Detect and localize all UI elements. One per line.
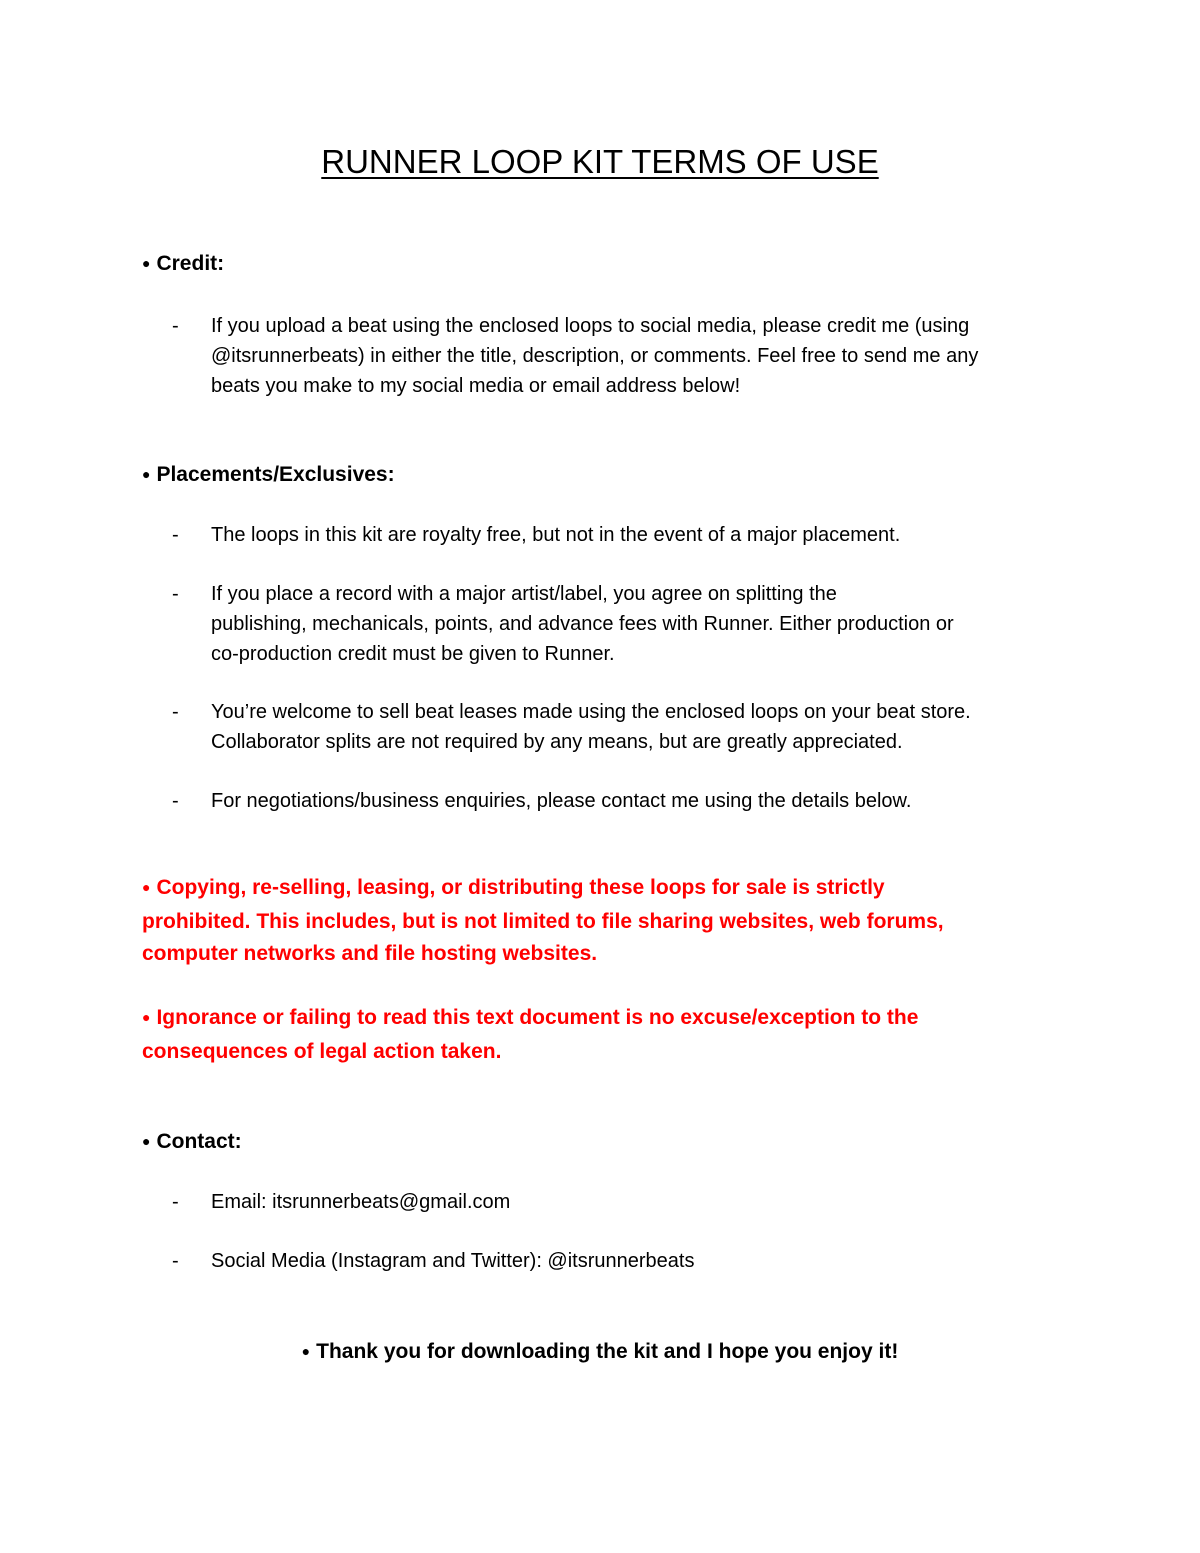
text-line: ● Copying, re-selling, leasing, or distributing these loops for sale is strictly: [142, 876, 885, 899]
dash-marker: -: [172, 1191, 179, 1213]
list-item-text: [211, 697, 971, 757]
text-line: publishing, mechanicals, points, and advance fees with Runner. Either production or: [211, 613, 954, 635]
bullet-icon: ●: [142, 255, 151, 271]
list-item-text: [211, 311, 978, 401]
warning-paragraph: [142, 1002, 1062, 1068]
section-heading-placements: [142, 461, 395, 490]
text-line: @itsrunnerbeats) in either the title, description, or comments. Feel free to send me any: [211, 345, 979, 367]
dash-marker: -: [172, 790, 179, 812]
dash-marker: -: [172, 583, 179, 605]
list-item-text: [211, 579, 954, 669]
text-line: consequences of legal action taken.: [142, 1039, 502, 1063]
section-heading-contact: [142, 1128, 242, 1157]
bullet-icon: ●: [142, 879, 151, 895]
document-title: RUNNER LOOP KIT TERMS OF USE: [321, 143, 879, 180]
bullet-icon: ●: [142, 1009, 151, 1025]
dash-marker: -: [172, 524, 179, 546]
section-heading-text: Contact:: [156, 1130, 242, 1153]
list-item-text: [211, 520, 900, 550]
text-line: Collaborator splits are not required by any means, but are greatly appreciated.: [211, 731, 903, 753]
section-heading-text: Placements/Exclusives:: [156, 463, 395, 486]
text-line: You’re welcome to sell beat leases made using the enclosed loops on your beat store.: [211, 701, 971, 723]
email-text[interactable]: Email: itsrunnerbeats@gmail.com: [211, 1191, 511, 1213]
list-item-text: [211, 786, 911, 816]
closing-text: Thank you for downloading the kit and I hope you enjoy it!: [316, 1340, 899, 1363]
dash-marker: -: [172, 701, 179, 723]
text-line: The loops in this kit are royalty free, but not in the event of a major placement.: [211, 524, 901, 546]
text-line: If you upload a beat using the enclosed loops to social media, please credit me (using: [211, 315, 970, 337]
text-line: ● Ignorance or failing to read this text document is no excuse/exception to the: [142, 1006, 919, 1029]
section-heading-credit: [142, 250, 224, 279]
list-item-text: [211, 1187, 510, 1217]
section-heading-text: Credit:: [156, 252, 225, 275]
dash-marker: -: [172, 1250, 179, 1272]
closing-line: [0, 1338, 1200, 1367]
text-line: If you place a record with a major artist/label, you agree on splitting the: [211, 583, 837, 605]
text-line: For negotiations/business enquiries, please contact me using the details below.: [211, 790, 912, 812]
bullet-icon: ●: [301, 1343, 311, 1359]
text-line: beats you make to my social media or email address below!: [211, 375, 741, 397]
bullet-icon: ●: [142, 1133, 151, 1149]
bullet-icon: ●: [142, 466, 151, 482]
warning-paragraph: [142, 872, 1062, 971]
social-media-text: Social Media (Instagram and Twitter): @itsrunnerbeats: [211, 1250, 695, 1272]
text-line: co-production credit must be given to Runner.: [211, 643, 615, 665]
list-item-text: [211, 1246, 694, 1276]
text-line: computer networks and file hosting websites.: [142, 942, 598, 965]
text-line: prohibited. This includes, but is not limited to file sharing websites, web forums,: [142, 909, 944, 933]
dash-marker: -: [172, 315, 179, 337]
